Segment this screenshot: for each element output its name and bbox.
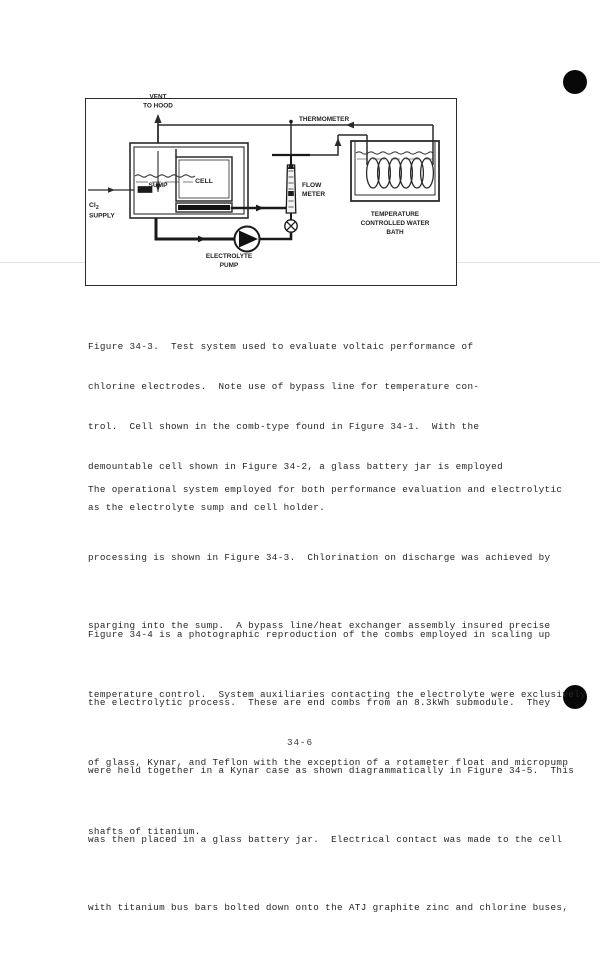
label-cl2-supply: SUPPLY <box>89 212 115 220</box>
flow-arrow-cell-outlet <box>256 205 264 212</box>
paragraph-line: were held together in a Kynar case as shown diagrammatically in Figure 34-5. This <box>88 765 575 777</box>
label-bath-line-2: CONTROLLED WATER <box>360 220 430 227</box>
paragraph-line: was then placed in a glass battery jar. Electrical contact was made to the cell <box>88 833 563 845</box>
caption-line: as the electrolyte sump and cell holder. <box>88 501 326 513</box>
label-vent-line-2: TO HOOD <box>143 102 173 110</box>
paragraph-line: temperature control. System auxiliaries contacting the electrolyte were exclusively <box>88 688 587 700</box>
paragraph-line: with titanium bus bars bolted down onto the ATJ graphite zinc and chlorine buses, <box>88 902 569 914</box>
label-electrolyte-pump-line-1: ELECTROLYTE <box>205 253 253 260</box>
label-bath-line-1: TEMPERATURE <box>370 211 420 218</box>
sump-liquid-level <box>135 175 195 177</box>
thermometer-bulb <box>289 120 293 124</box>
heat-exchanger-coil <box>367 158 434 188</box>
figure-34-3 <box>85 93 457 286</box>
flow-meter-float <box>288 191 294 196</box>
body-paragraph-2 <box>88 578 574 966</box>
paragraph-line: Figure 34-4 is a photographic reproduction of the combs employed in scaling up <box>88 628 551 640</box>
label-sump: SUMP <box>148 182 168 189</box>
label-cl2 <box>89 202 99 211</box>
pipe-pump-discharge <box>260 232 292 239</box>
pipe-to-bath-inlet <box>310 135 338 155</box>
label-cl2-main: Cl <box>89 202 96 209</box>
vent-arrow <box>154 114 161 123</box>
paragraph-line: of glass, Kynar, and Teflon with the exception of a rotameter float and micropump <box>88 757 569 769</box>
caption-line: demountable cell shown in Figure 34-2, a glass battery jar is employed <box>88 461 504 473</box>
paragraph-line: processing is shown in Figure 34-3. Chlorination on discharge was achieved by <box>88 551 551 563</box>
flow-arrow-to-bath <box>335 138 342 146</box>
label-vent-line-1: VENT <box>149 93 167 101</box>
page-number: 34-6 <box>287 737 313 748</box>
paragraph-line: shafts of titanium. <box>88 825 201 837</box>
cell-outlet-trough-fill <box>178 205 230 210</box>
label-electrolyte-pump-line-2: PUMP <box>219 262 239 269</box>
pipe-sump-to-pump <box>156 218 235 239</box>
label-cell: CELL <box>195 178 213 185</box>
water-bath-vessel-outer <box>351 141 439 201</box>
cl2-flow-arrow <box>108 187 115 193</box>
label-flow-meter-line-1: FLOW <box>302 182 322 189</box>
caption-line: Figure 34-3. Test system used to evaluate voltaic performance of <box>88 340 474 352</box>
scan-artifact-dot-top <box>563 70 587 94</box>
label-thermometer: THERMOMETER <box>299 116 350 123</box>
paragraph-line: The operational system employed for both performance evaluation and electrolytic <box>88 483 563 495</box>
caption-line: trol. Cell shown in the comb-type found in Figure 34-1. With the <box>88 421 480 433</box>
label-bath-line-3: BATH <box>386 229 404 236</box>
figure-34-3-schematic <box>86 93 456 285</box>
label-cl2-subscript: 2 <box>95 205 99 212</box>
paragraph-line: sparging into the sump. A bypass line/heat exchanger assembly insured precise <box>88 620 551 632</box>
flow-arrow-sump-to-pump <box>198 236 206 243</box>
caption-line: chlorine electrodes. Note use of bypass line for temperature con- <box>88 381 480 393</box>
paragraph-line: the electrolytic process. These are end combs from an 8.3kWh submodule. They <box>88 696 551 708</box>
label-flow-meter-line-2: METER <box>302 191 326 198</box>
